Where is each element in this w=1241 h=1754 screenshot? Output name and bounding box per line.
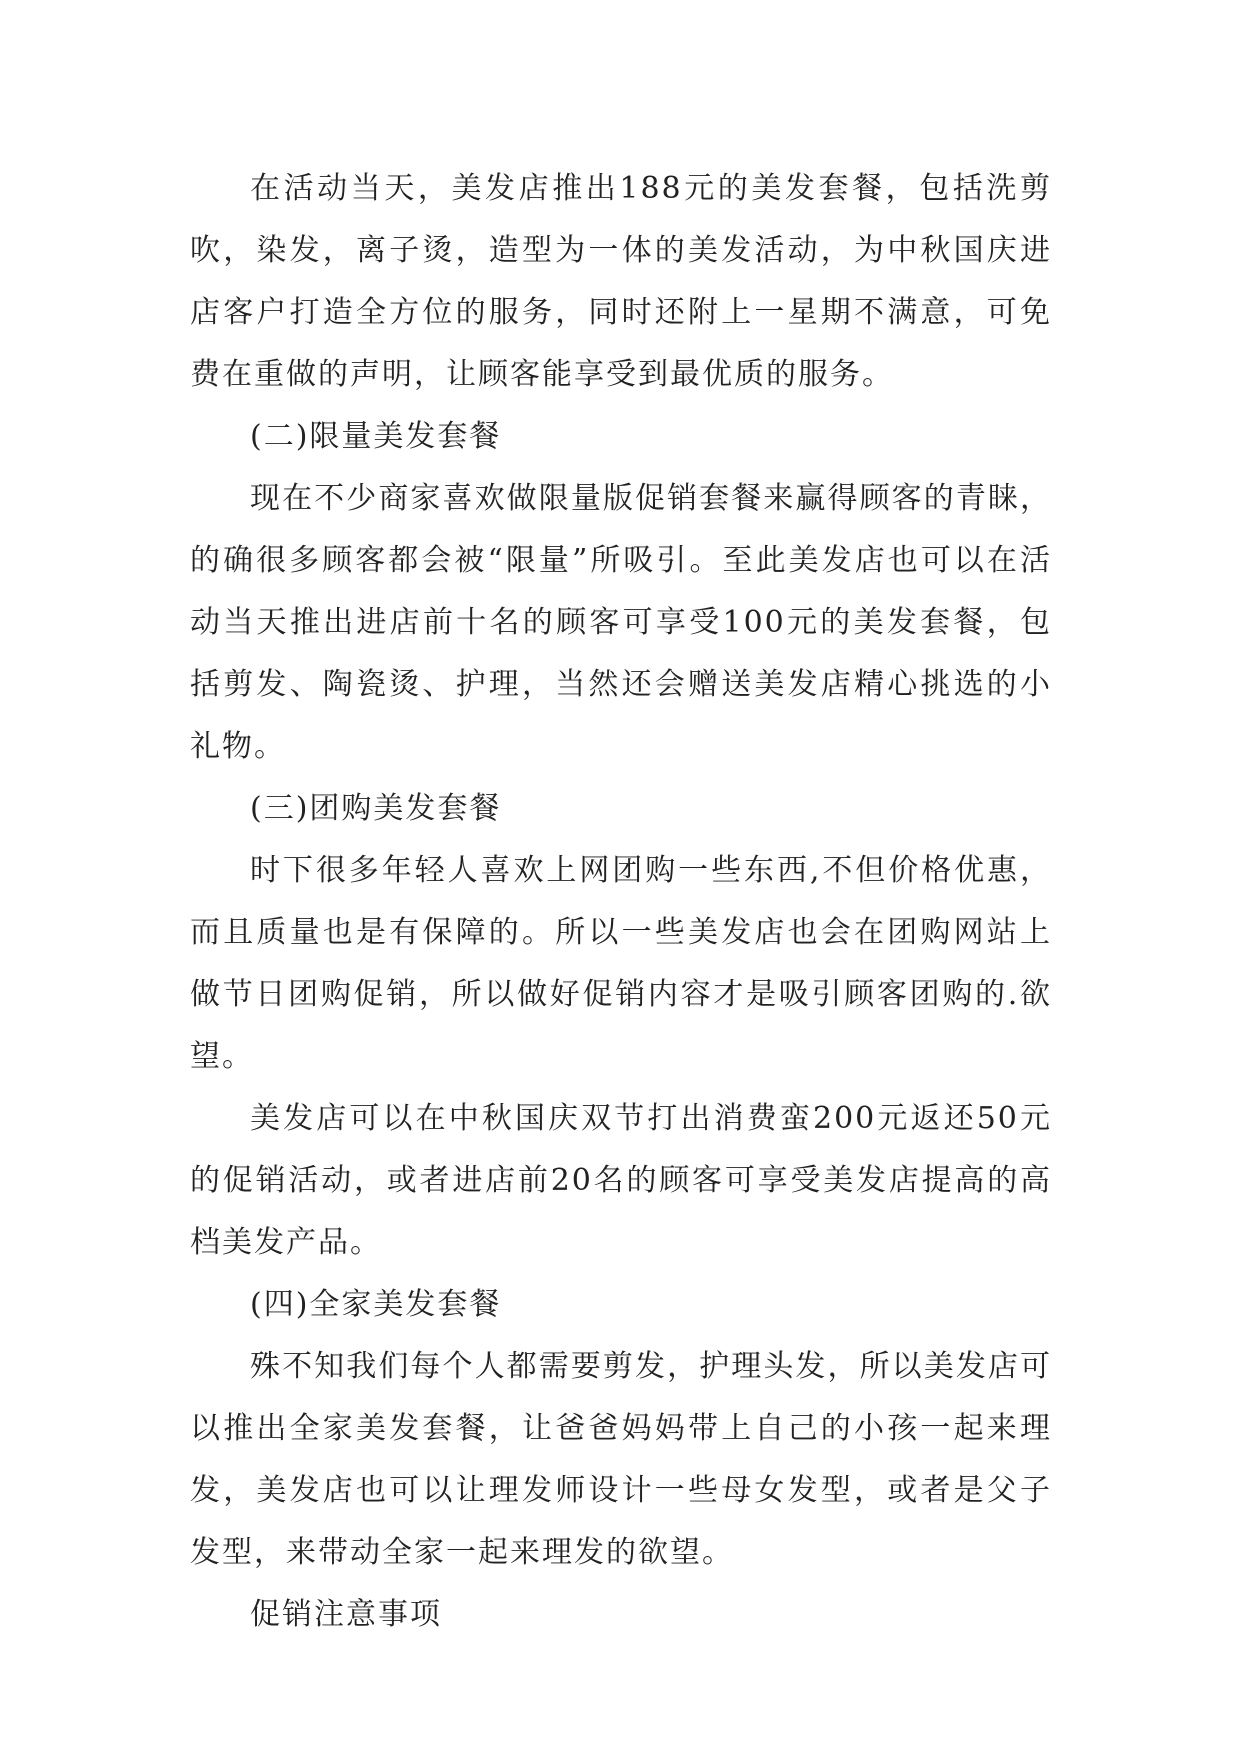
paragraph-set-meal-188: 在活动当天，美发店推出188元的美发套餐，包括洗剪吹，染发，离子烫，造型为一体的美发活动，为中秋国庆进店客户打造全方位的服务，同时还附上一星期不满意，可免费在重做的声明，让顾客能享受到最优质的服务。	[190, 171, 1052, 392]
section-heading-group-buy-package: (三)团购美发套餐	[250, 791, 502, 826]
paragraph-spend-rebate: 美发店可以在中秋国庆双节打出消费蛮200元返还50元的促销活动，或者进店前20名的顾客可享受美发店提高的高档美发产品。	[190, 1101, 1052, 1260]
section-heading-family-package: (四)全家美发套餐	[250, 1287, 502, 1322]
paragraph-limited-package: 现在不少商家喜欢做限量版促销套餐来赢得顾客的青睐，的确很多顾客都会被“限量”所吸引。至此美发店也可以在活动当天推出进店前十名的顾客可享受100元的美发套餐，包括剪发、陶瓷烫、护理，当然还会赠送美发店精心挑选的小礼物。	[190, 481, 1052, 764]
section-heading-limited-package: (二)限量美发套餐	[250, 419, 502, 454]
section-heading-promotion-notes: 促销注意事项	[250, 1597, 442, 1632]
document-body	[190, 158, 1052, 1646]
paragraph-group-buy: 时下很多年轻人喜欢上网团购一些东西,不但价格优惠，而且质量也是有保障的。所以一些美发店也会在团购网站上做节日团购促销，所以做好促销内容才是吸引顾客团购的.欲望。	[190, 853, 1052, 1074]
paragraph-family-package: 殊不知我们每个人都需要剪发，护理头发，所以美发店可以推出全家美发套餐，让爸爸妈妈带上自己的小孩一起来理发，美发店也可以让理发师设计一些母女发型，或者是父子发型，来带动全家一起来理发的欲望。	[190, 1349, 1052, 1570]
